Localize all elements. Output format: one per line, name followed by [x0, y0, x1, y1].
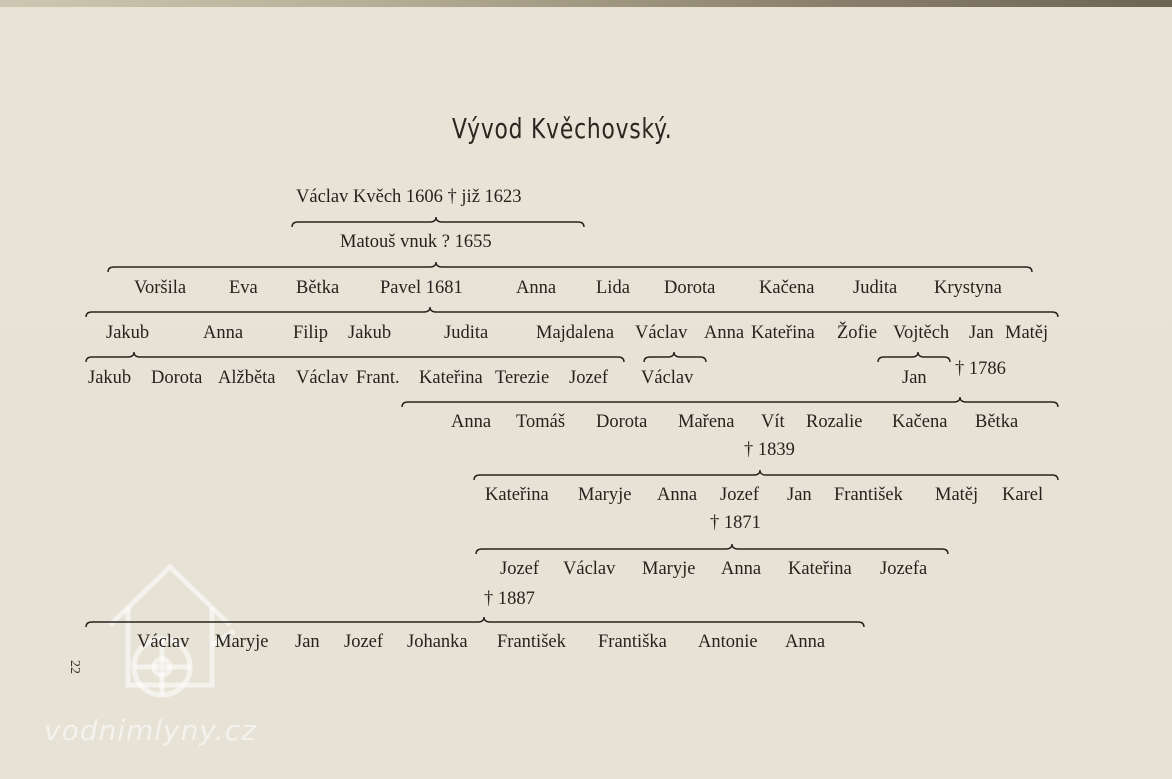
ancestor-name: Anna	[704, 323, 745, 343]
ancestor-name: Bětka	[296, 278, 340, 298]
ancestor-name: Jakub	[88, 368, 132, 388]
ancestor-name: Žofie	[837, 323, 878, 343]
ancestor-name: Vojtěch	[893, 323, 950, 343]
ancestor-name: Anna	[657, 485, 698, 505]
ancestor-name: Alžběta	[218, 368, 276, 388]
family-brace	[86, 352, 624, 362]
death-year: † 1786	[955, 359, 1006, 379]
ancestor-name: Kateřina	[485, 485, 549, 505]
family-brace	[108, 262, 1032, 272]
page-number: 22	[67, 660, 82, 674]
ancestor-name: Karel	[1002, 485, 1044, 505]
family-brace	[402, 397, 1058, 407]
ancestor-name: Voršila	[134, 278, 187, 298]
ancestor-name: Anna	[516, 278, 557, 298]
ancestor-name: Dorota	[151, 368, 203, 388]
ancestor-name: Jan	[787, 485, 812, 505]
ancestor-name: Anna	[721, 559, 762, 579]
ancestor-name: Anna	[203, 323, 244, 343]
family-brace	[476, 544, 948, 554]
ancestor-name: Jan	[902, 368, 927, 388]
ancestor-name: Václav	[137, 632, 190, 652]
ancestor-name: Lida	[596, 278, 630, 298]
ancestor-name: Antonie	[698, 632, 758, 652]
watermark-text: vodnimlyny.cz	[44, 714, 257, 747]
ancestor-name: Judita	[853, 278, 898, 298]
ancestor-name: Matouš vnuk ? 1655	[340, 232, 492, 252]
ancestor-name: Kačena	[892, 412, 948, 432]
ancestor-name: Judita	[444, 323, 489, 343]
ancestor-name: Kateřina	[751, 323, 815, 343]
family-brace	[86, 617, 864, 627]
ancestor-name: Václav	[296, 368, 349, 388]
ancestor-name: Vít	[761, 412, 785, 432]
ancestor-name: Václav	[641, 368, 694, 388]
ancestor-name: Pavel 1681	[380, 278, 463, 298]
ancestor-name: Maryje	[642, 559, 696, 579]
ancestor-name: Krystyna	[934, 278, 1002, 298]
death-year: † 1839	[744, 440, 795, 460]
ancestor-name: Dorota	[664, 278, 716, 298]
ancestor-name: Matěj	[1005, 323, 1049, 343]
ancestor-name: František	[834, 485, 903, 505]
ancestor-name: Františka	[598, 632, 667, 652]
ancestor-name: Václav	[563, 559, 616, 579]
family-brace	[86, 307, 1058, 317]
ancestor-name: František	[497, 632, 566, 652]
ancestor-name: Anna	[785, 632, 826, 652]
family-brace	[644, 352, 706, 362]
ancestor-name: Frant.	[356, 368, 400, 388]
ancestor-name: Jozef	[500, 559, 540, 579]
ancestor-name: Maryje	[215, 632, 269, 652]
ancestor-name: Dorota	[596, 412, 648, 432]
ancestor-name: Kateřina	[788, 559, 852, 579]
page-title: Vývod Kvěchovský.	[452, 112, 673, 145]
ancestor-name: Tomáš	[516, 412, 566, 432]
ancestor-name: Maryje	[578, 485, 632, 505]
ancestor-name: Jakub	[106, 323, 150, 343]
ancestor-name: Jozefa	[880, 559, 928, 579]
ancestor-name: Jozef	[569, 368, 609, 388]
death-year: † 1871	[710, 513, 761, 533]
family-brace	[474, 470, 1058, 480]
ancestor-name: Matěj	[935, 485, 979, 505]
ancestor-name: Jan	[295, 632, 320, 652]
family-brace	[878, 352, 950, 362]
ancestor-name: Anna	[451, 412, 492, 432]
ancestor-name: Kačena	[759, 278, 815, 298]
ancestor-name: Eva	[229, 278, 258, 298]
family-brace	[292, 217, 584, 227]
ancestor-name: Mařena	[678, 412, 735, 432]
ancestor-name: Rozalie	[806, 412, 863, 432]
ancestor-name: Jozef	[344, 632, 384, 652]
ancestor-name: Majdalena	[536, 323, 615, 343]
ancestor-name: Jozef	[720, 485, 760, 505]
ancestor-name: Kateřina	[419, 368, 483, 388]
ancestor-name: Terezie	[495, 368, 550, 388]
death-year: † 1887	[484, 589, 535, 609]
ancestor-name: Václav	[635, 323, 688, 343]
ancestor-name: Bětka	[975, 412, 1019, 432]
ancestor-name: Jan	[969, 323, 994, 343]
ancestor-name: Václav Kvěch 1606 † již 1623	[296, 187, 522, 207]
ancestor-name: Jakub	[348, 323, 392, 343]
ancestor-name: Johanka	[407, 632, 468, 652]
ancestor-name: Filip	[293, 323, 328, 343]
